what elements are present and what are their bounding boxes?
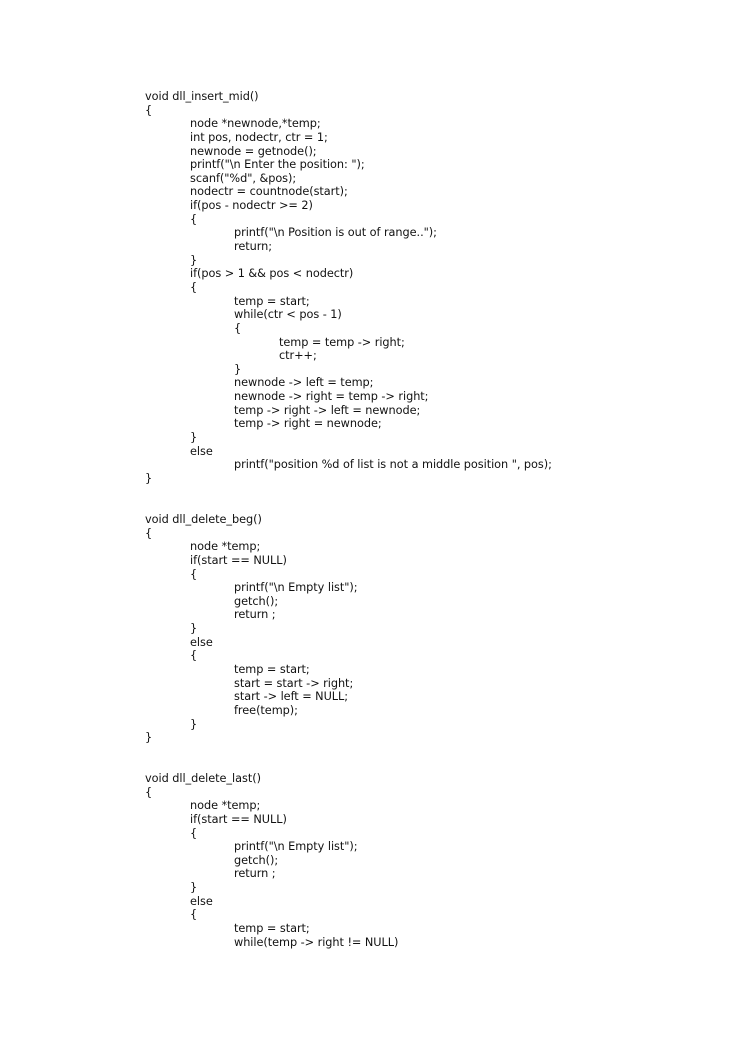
code-line: node *temp; [190, 799, 261, 813]
code-line: temp = start; [234, 294, 310, 308]
code-line: temp = start; [234, 663, 310, 677]
code-line: newnode -> right = temp -> right; [234, 390, 429, 404]
code-line: getch(); [234, 594, 279, 608]
code-line: free(temp); [234, 703, 298, 717]
function-signature: void dll_delete_beg() [145, 513, 262, 526]
code-line: } [190, 717, 198, 731]
code-line: { [190, 280, 198, 294]
code-line: if(start == NULL) [190, 553, 287, 567]
code-line: int pos, nodectr, ctr = 1; [190, 130, 328, 144]
code-line: { [190, 212, 198, 226]
code-block-dll-delete-beg [145, 513, 705, 745]
code-line: node *temp; [190, 540, 261, 554]
code-line: { [190, 567, 198, 581]
code-block-dll-delete-last [145, 772, 705, 949]
code-line: } [145, 731, 153, 745]
code-line: else [190, 444, 213, 458]
code-line: else [190, 894, 213, 908]
code-line: while(ctr < pos - 1) [234, 308, 342, 322]
code-line: printf("\n Position is out of range.."); [234, 226, 437, 240]
code-line: temp = temp -> right; [279, 335, 405, 349]
code-line: nodectr = countnode(start); [190, 185, 348, 199]
code-line: scanf("%d", &pos); [190, 171, 297, 185]
code-line: node *newnode,*temp; [190, 117, 321, 131]
code-line: return ; [234, 608, 276, 622]
code-line: return ; [234, 867, 276, 881]
code-line: ctr++; [279, 349, 317, 363]
code-line: printf("\n Empty list"); [234, 581, 358, 595]
code-line: printf("position %d of list is not a middle position ", pos); [234, 458, 552, 472]
code-line: if(pos > 1 && pos < nodectr) [190, 267, 354, 281]
code-line: printf("\n Empty list"); [234, 840, 358, 854]
code-line: { [234, 321, 242, 335]
code-line: { [190, 649, 198, 663]
code-line: } [190, 431, 198, 445]
code-line: } [145, 471, 153, 485]
code-line: if(pos - nodectr >= 2) [190, 199, 313, 213]
code-line: if(start == NULL) [190, 812, 287, 826]
code-line: getch(); [234, 853, 279, 867]
code-block-dll-insert-mid [145, 90, 705, 486]
code-line: temp = start; [234, 922, 310, 936]
code-line: } [190, 881, 198, 895]
code-line: newnode -> left = temp; [234, 376, 374, 390]
code-line: { [145, 526, 153, 540]
code-line: { [145, 103, 153, 117]
code-line: temp -> right = newnode; [234, 417, 382, 431]
code-line: printf("\n Enter the position: "); [190, 158, 365, 172]
code-line: } [190, 253, 198, 267]
code-line: while(temp -> right != NULL) [234, 935, 399, 949]
function-signature: void dll_insert_mid() [145, 90, 259, 103]
code-line: { [190, 908, 198, 922]
code-line: start = start -> right; [234, 676, 354, 690]
code-line: { [190, 826, 198, 840]
code-line: newnode = getnode(); [190, 144, 317, 158]
code-line: temp -> right -> left = newnode; [234, 403, 421, 417]
function-signature: void dll_delete_last() [145, 772, 261, 785]
code-line: } [190, 622, 198, 636]
code-line: { [145, 785, 153, 799]
code-line: return; [234, 240, 272, 254]
code-line: start -> left = NULL; [234, 690, 349, 704]
code-line: } [234, 362, 242, 376]
code-line: else [190, 635, 213, 649]
